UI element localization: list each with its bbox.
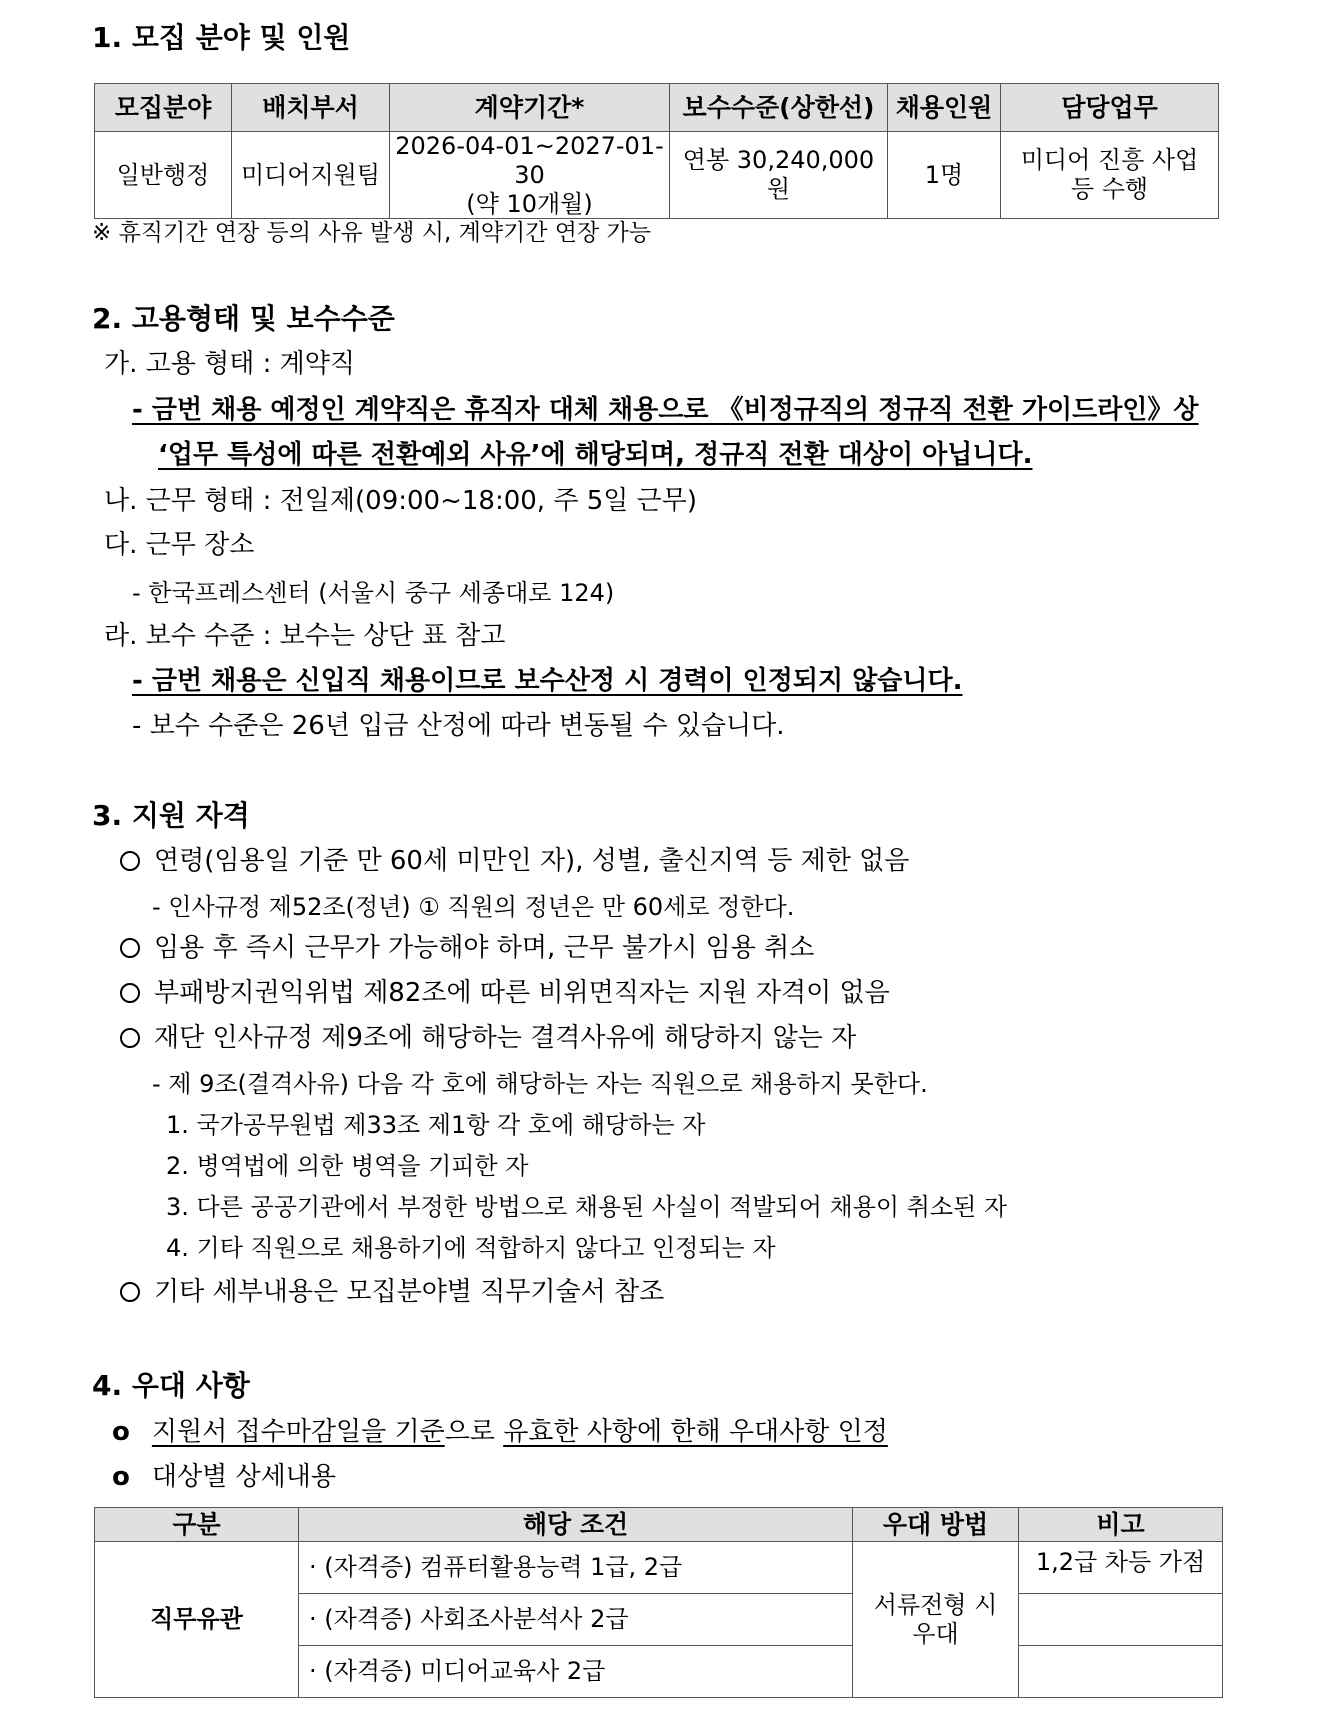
circle-bullet-icon [120,1282,140,1302]
cell-condition-1: · (자격증) 컴퓨터활용능력 1급, 2급 [299,1542,853,1594]
disqualification-item-1: 1. 국가공무원법 제33조 제1항 각 호에 해당하는 자 [166,1111,706,1139]
qualification-item: 부패방지권익위법 제82조에 따른 비위면직자는 지원 자격이 없음 [120,979,890,1009]
conversion-notice-line-1: - 금번 채용 예정인 계약직은 휴직자 대체 채용으로 《비정규직의 정규직 전환 가이드라인》상 [132,395,1199,425]
preference-rule: o 지원서 접수마감일을 기준으로 유효한 사항에 한해 우대사항 인정 [112,1417,888,1447]
header-condition: 해당 조건 [299,1508,853,1542]
bullet-icon: o [112,1462,130,1492]
cell-remark-1: 1,2급 차등 가점 [1019,1542,1223,1594]
qualification-item: 재단 인사규정 제9조에 해당하는 결격사유에 해당하지 않는 자 [120,1024,856,1054]
header-category: 구분 [95,1508,299,1542]
qualification-item: 연령(임용일 기준 만 60세 미만인 자), 성별, 출신지역 등 제한 없음 [120,847,909,877]
preference-table [94,1507,1223,1698]
cell-condition-3: · (자격증) 미디어교육사 2급 [299,1646,853,1698]
period-note: ※ 휴직기간 연장 등의 사유 발생 시, 계약기간 연장 가능 [92,220,651,246]
section-2-title: 2. 고용형태 및 보수수준 [92,302,395,335]
employment-type: 가. 고용 형태 : 계약직 [104,349,356,379]
disqualification-item-3: 3. 다른 공공기관에서 부정한 방법으로 채용된 사실이 적발되어 채용이 취소된 자 [166,1193,1008,1221]
cell-count: 1명 [888,132,1001,219]
header-field: 모집분야 [95,84,232,132]
cell-dept: 미디어지원팀 [232,132,390,219]
header-method: 우대 방법 [853,1508,1019,1542]
table-row [95,1542,1223,1594]
circle-bullet-icon [120,1028,140,1048]
qualification-subitem: - 제 9조(결격사유) 다음 각 호에 해당하는 자는 직원으로 채용하지 못한다. [152,1070,928,1098]
disqualification-item-2: 2. 병역법에 의한 병역을 기피한 자 [166,1152,529,1180]
header-pay: 보수수준(상한선) [670,84,888,132]
cell-pay: 연봉 30,240,000원 [670,132,888,219]
qualification-item: 기타 세부내용은 모집분야별 직무기술서 참조 [120,1278,664,1308]
circle-bullet-icon [120,983,140,1003]
cell-duty [1001,132,1219,219]
cell-category: 직무유관 [95,1542,299,1698]
header-count: 채용인원 [888,84,1001,132]
qualification-item: 임용 후 즉시 근무가 가능해야 하며, 근무 불가시 임용 취소 [120,934,814,964]
header-remark: 비고 [1019,1508,1223,1542]
preference-detail-label: o 대상별 상세내용 [112,1462,336,1492]
pay-change-notice: - 보수 수준은 26년 입금 산정에 따라 변동될 수 있습니다. [132,711,785,741]
method-line-1: 서류전형 시 [873,1590,998,1619]
header-duty: 담당업무 [1001,84,1219,132]
cell-method [853,1542,1019,1698]
recruitment-table [94,83,1219,219]
work-place-address: - 한국프레스센터 (서울시 중구 세종대로 124) [132,579,615,607]
work-type: 나. 근무 형태 : 전일제(09:00~18:00, 주 5일 근무) [104,486,698,516]
cell-remark-3 [1019,1646,1223,1698]
cell-remark-2 [1019,1594,1223,1646]
section-4-title: 4. 우대 사항 [92,1369,250,1402]
experience-notice: - 금번 채용은 신입직 채용이므로 보수산정 시 경력이 인정되지 않습니다. [132,666,963,696]
circle-bullet-icon [120,938,140,958]
cell-condition-2: · (자격증) 사회조사분석사 2급 [299,1594,853,1646]
bullet-icon: o [112,1417,130,1447]
cell-period [390,132,670,219]
pay-level: 라. 보수 수준 : 보수는 상단 표 참고 [104,621,506,651]
table-row [95,132,1219,219]
qualification-subitem: - 인사규정 제52조(정년) ① 직원의 정년은 만 60세로 정한다. [152,893,795,921]
period-duration: (약 10개월) [466,189,593,218]
method-line-2: 우대 [912,1619,959,1648]
section-1-title: 1. 모집 분야 및 인원 [92,21,351,54]
cell-field: 일반행정 [95,132,232,219]
period-dates: 2026-04-01~2027-01-30 [395,132,664,189]
circle-bullet-icon [120,851,140,871]
work-place: 다. 근무 장소 [104,530,255,560]
header-dept: 배치부서 [232,84,390,132]
section-3-title: 3. 지원 자격 [92,799,250,832]
duty-line-2: 등 수행 [1070,175,1149,204]
disqualification-item-4: 4. 기타 직원으로 채용하기에 적합하지 않다고 인정되는 자 [166,1234,776,1262]
conversion-notice-line-2: ‘업무 특성에 따른 전환예외 사유’에 해당되며, 정규직 전환 대상이 아닙니다. [158,440,1033,470]
duty-line-1: 미디어 진흥 사업 [1020,146,1199,175]
header-period: 계약기간* [390,84,670,132]
